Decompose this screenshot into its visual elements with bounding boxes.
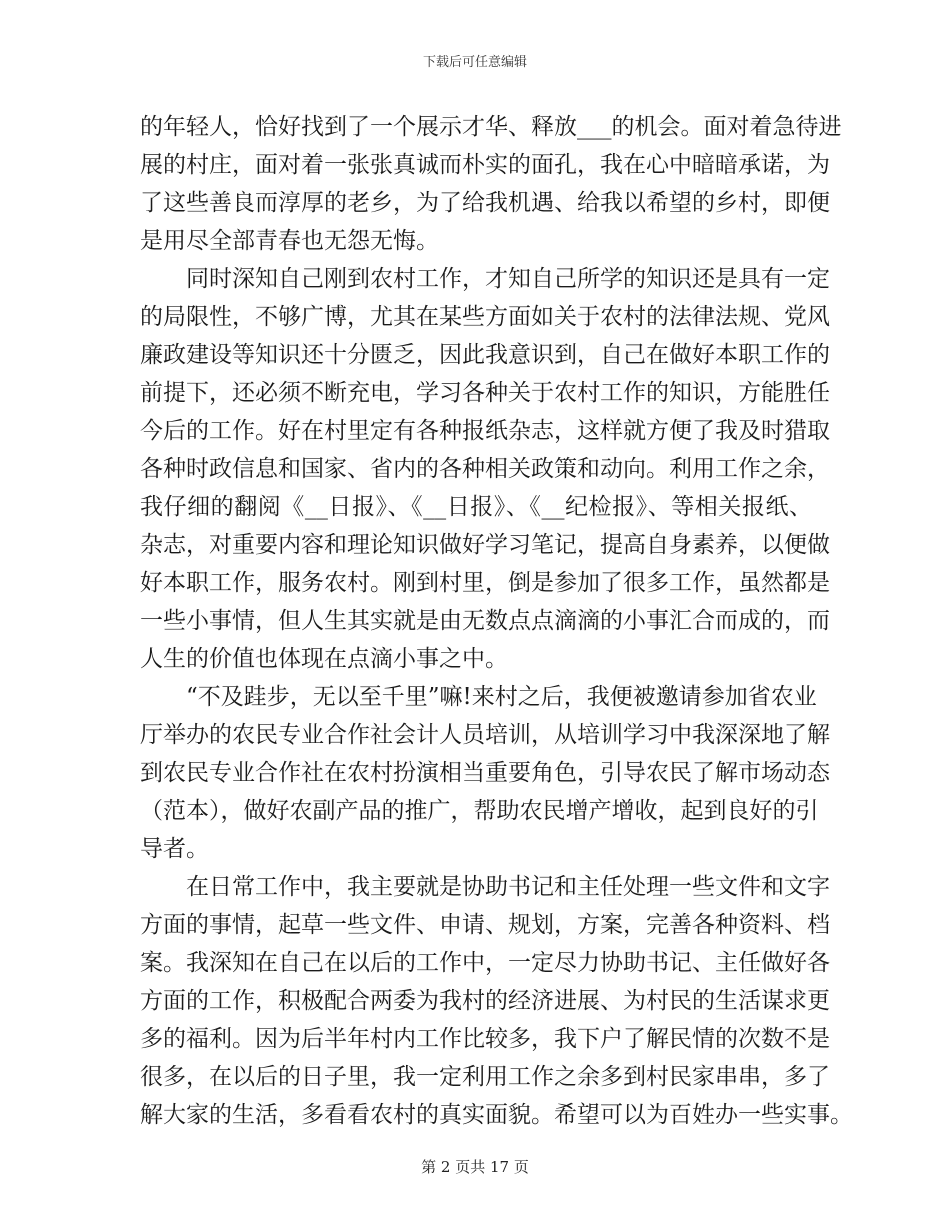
- text-line: 是用尽全部青春也无怨无悔。: [140, 228, 439, 254]
- page-number: 第 2 页共 17 页: [421, 1158, 529, 1176]
- text-line: 各种时政信息和国家、省内的各种相关政策和动向。利用工作之余，: [140, 456, 830, 482]
- text-line: 前提下，还必须不断充电，学习各种关于农村工作的知识，方能胜任: [140, 380, 830, 406]
- text-line: 一些小事情，但人生其实就是由无数点点滴滴的小事汇合而成的，而: [140, 608, 830, 634]
- text-line: 的年轻人，恰好找到了一个展示才华、释放___的机会。面对着急待进: [140, 114, 842, 140]
- text-line: 案。我深知在自己在以后的工作中，一定尽力协助书记、主任做好各: [140, 950, 830, 976]
- text-line: “不及跬步，无以至千里”嘛!来村之后，我便被邀请参加省农业: [186, 684, 817, 710]
- text-line: 展的村庄，面对着一张张真诚而朴实的面孔，我在心中暗暗承诺，为: [140, 152, 830, 178]
- text-line: 解大家的生活，多看看农村的真实面貌。希望可以为百姓办一些实事。: [140, 1102, 853, 1128]
- text-line: 导者。: [140, 836, 209, 862]
- text-line: 廉政建设等知识还十分匮乏，因此我意识到，自己在做好本职工作的: [140, 342, 830, 368]
- text-line: 的局限性，不够广博，尤其在某些方面如关于农村的法律法规、党风: [140, 304, 830, 330]
- text-line: 人生的价值也体现在点滴小事之中。: [140, 646, 508, 672]
- text-line: 在日常工作中，我主要就是协助书记和主任处理一些文件和文字: [186, 874, 830, 900]
- document-body: [140, 108, 853, 1134]
- text-line: 杂志，对重要内容和理论知识做好学习笔记，提高自身素养，以便做: [140, 532, 830, 558]
- text-line: 了这些善良而淳厚的老乡，为了给我机遇、给我以希望的乡村，即便: [140, 190, 830, 216]
- text-line: 好本职工作，服务农村。刚到村里，倒是参加了很多工作，虽然都是: [140, 570, 830, 596]
- text-line: 到农民专业合作社在农村扮演相当重要角色，引导农民了解市场动态: [140, 760, 830, 786]
- text-line: 方面的工作，积极配合两委为我村的经济进展、为村民的生活谋求更: [140, 988, 830, 1014]
- text-line: 多的福利。因为后半年村内工作比较多，我下户了解民情的次数不是: [140, 1026, 830, 1052]
- page-header-note: 下载后可任意编辑: [422, 55, 527, 70]
- text-line: 方面的事情，起草一些文件、申请、规划，方案，完善各种资料、档: [140, 912, 830, 938]
- paragraph-2: [140, 260, 830, 678]
- text-line: 厅举办的农民专业合作社会计人员培训，从培训学习中我深深地了解: [140, 722, 830, 748]
- paragraph-3: [140, 678, 830, 868]
- paragraph-1: [140, 108, 842, 260]
- text-line: 今后的工作。好在村里定有各种报纸杂志，这样就方便了我及时猎取: [140, 418, 830, 444]
- text-line: （范本），做好农副产品的推广，帮助农民增产增收，起到良好的引: [140, 798, 819, 824]
- text-line: 同时深知自己刚到农村工作，才知自己所学的知识还是具有一定: [186, 266, 830, 292]
- paragraph-4: [140, 868, 853, 1134]
- text-line: 我仔细的翻阅《__日报》、《__日报》、《__纪检报》、等相关报纸、: [140, 494, 812, 520]
- text-line: 很多，在以后的日子里，我一定利用工作之余多到村民家串串，多了: [140, 1064, 830, 1090]
